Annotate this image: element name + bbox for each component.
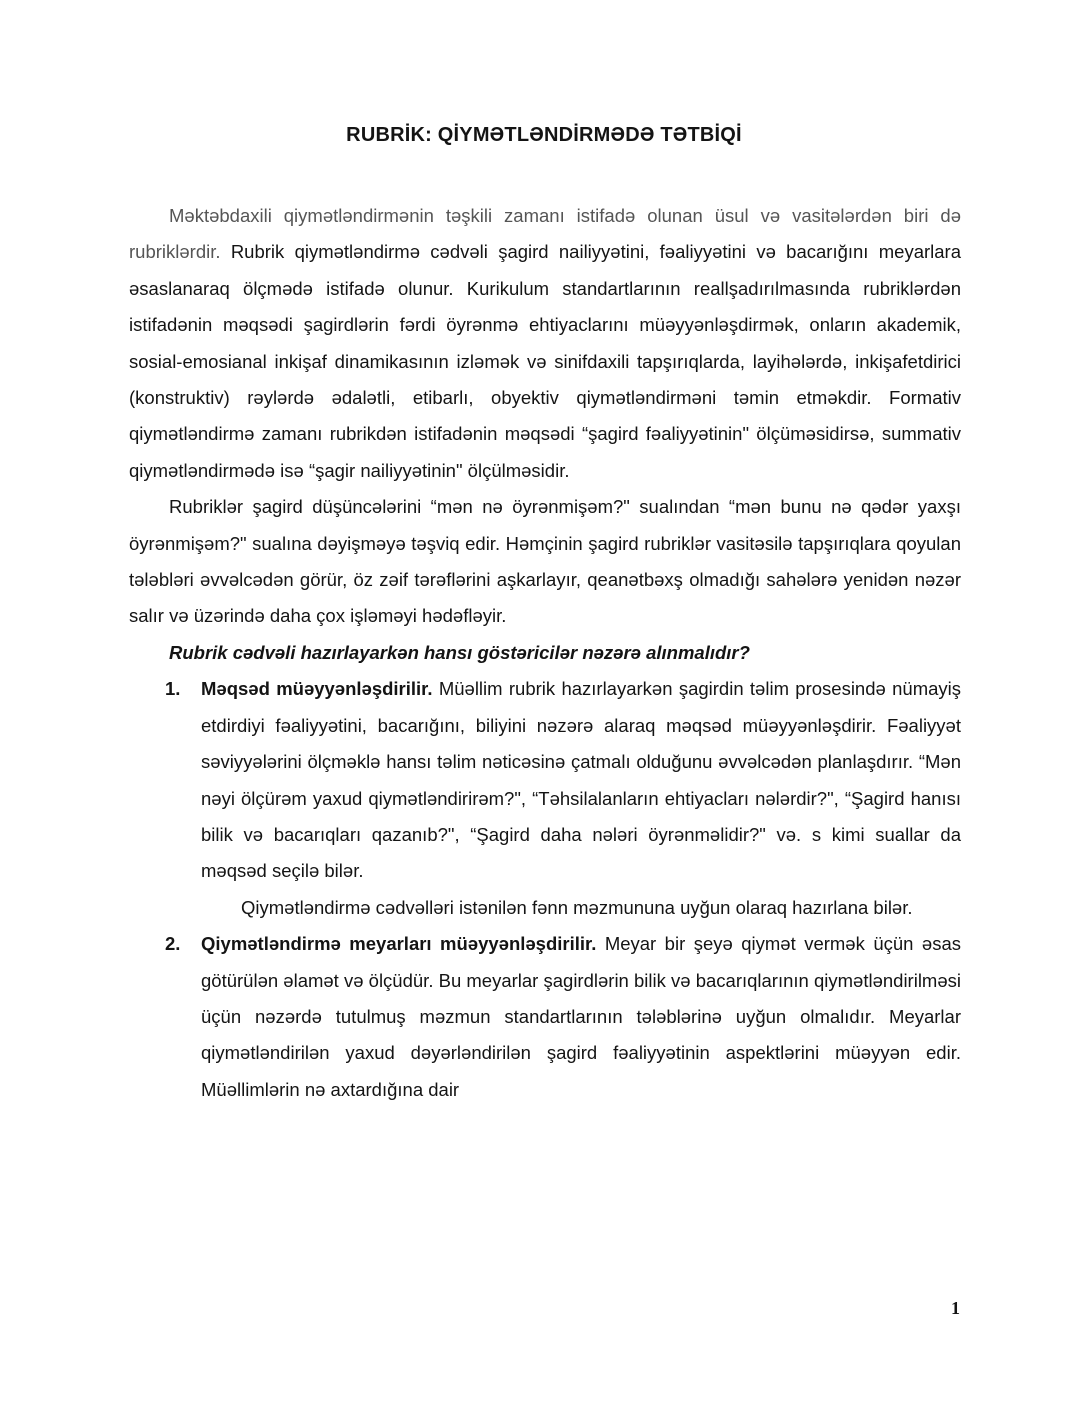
list-number: 2. bbox=[165, 933, 181, 955]
document-title: RUBRİK: QİYMƏTLƏNDİRMƏDƏ TƏTBİQİ bbox=[346, 124, 742, 146]
list-item-1-note: Qiymətləndirmə cədvəlləri istənilən fənn məzmununa uyğun olaraq hazırlana bilər. bbox=[241, 896, 913, 918]
paragraph-intro bbox=[129, 198, 961, 489]
list-number: 1. bbox=[165, 678, 181, 700]
paragraph-rubrics: Rubriklər şagird düşüncələrini “mən nə öyrənmişəm?" sualından “mən bunu nə qədər yaxşı öyrənmişəm?" sualına dəyişməyə təşviq edir. Həmçinin şagird rubriklər vasitəsilə tapşırıqlara qoyulan tələbləri əvvəlcədən görür, öz zəif tərəflərini aşkarlayır, qeanətbəxş olmadığı sahələrə yenidən nəzər salır və üzərində daha çox işləməyi hədəfləyir. bbox=[129, 496, 961, 627]
list-item-lead: Qiymətləndirmə meyarları müəyyənləşdirilir. bbox=[201, 933, 597, 955]
list-item-text: Müəllim rubrik hazırlayarkən şagirdin təlim prosesində nümayiş etdirdiyi fəaliyyətini, bacarığını, biliyini nəzərə alaraq məqsəd müəyyənləşdirir. Fəaliyyət səviyyələrini ölçməklə hansı təlim nəticəsinə çatmalı olduğunu əvvəlcədən planlaşdırır. “Mən nəyi ölçürəm yaxud qiymətləndirirəm?", “Təhsilalanların ehtiyacları nələrdir?", “Şagird hanısı bilik və bacarıqları qazanıb?", “Şagird daha nələri öyrənməlidir?" və. s kimi suallar da məqsəd seçilə bilər. bbox=[201, 678, 962, 882]
list-item-lead: Məqsəd müəyyənləşdirilir. bbox=[201, 678, 433, 700]
intro-gray-text: Məktəbdaxili qiymətləndirmənin təşkili zamanı istifadə olunan üsul və vasitələrdən biri də rubriklərdir. bbox=[129, 205, 961, 263]
page-number: 1 bbox=[951, 1298, 960, 1318]
question-heading: Rubrik cədvəli hazırlayarkən hansı göstəricilər nəzərə alınmalıdır? bbox=[169, 641, 750, 663]
list-item-2 bbox=[129, 926, 961, 1108]
intro-text: Rubrik qiymətləndirmə cədvəli şagird nailiyyətini, fəaliyyətini və bacarığını meyarlara əsaslanaraq ölçmədə istifadə olunur. Kurikulum standartlarının reallşadırılmasında rubriklərdən istifadənin məqsədi şagirdlərin fərdi öyrənmə ehtiyaclarını müəyyənləşdirmək, onların akademik, sosial-emosianal inkişaf dinamikasının izləmək və sinifdaxili tapşırıqlarda, layihələrdə, inkişafetdirici (konstruktiv) rəylərdə ədalətli, etibarlı, obyektiv qiymətləndirməni təmin etməkdir. Formativ qiymətləndirmə zamanı rubrikdən istifadənin məqsədi “şagird fəaliyyətinin" ölçüməsidirsə, summativ qiymətləndirmədə isə “şagir nailiyyətinin" ölçülməsidir. bbox=[129, 241, 961, 481]
document-body bbox=[129, 198, 961, 1108]
list-item-text: Meyar bir şeyə qiymət vermək üçün əsas götürülən əlamət və ölçüdür. Bu meyarlar şagirdlərin bilik və bacarıqlarının qiymətləndirilməsi üçün nəzərdə tutulmuş məzmun standartlarının tələblərinə uyğun olmalıdır. Meyarlar qiymətləndirilən yaxud dəyərləndirilən şagird fəaliyyətinin aspektlərini müəyyən edir. Müəllimlərin nə axtardığına dair bbox=[201, 933, 961, 1100]
list-item-1 bbox=[129, 671, 961, 889]
